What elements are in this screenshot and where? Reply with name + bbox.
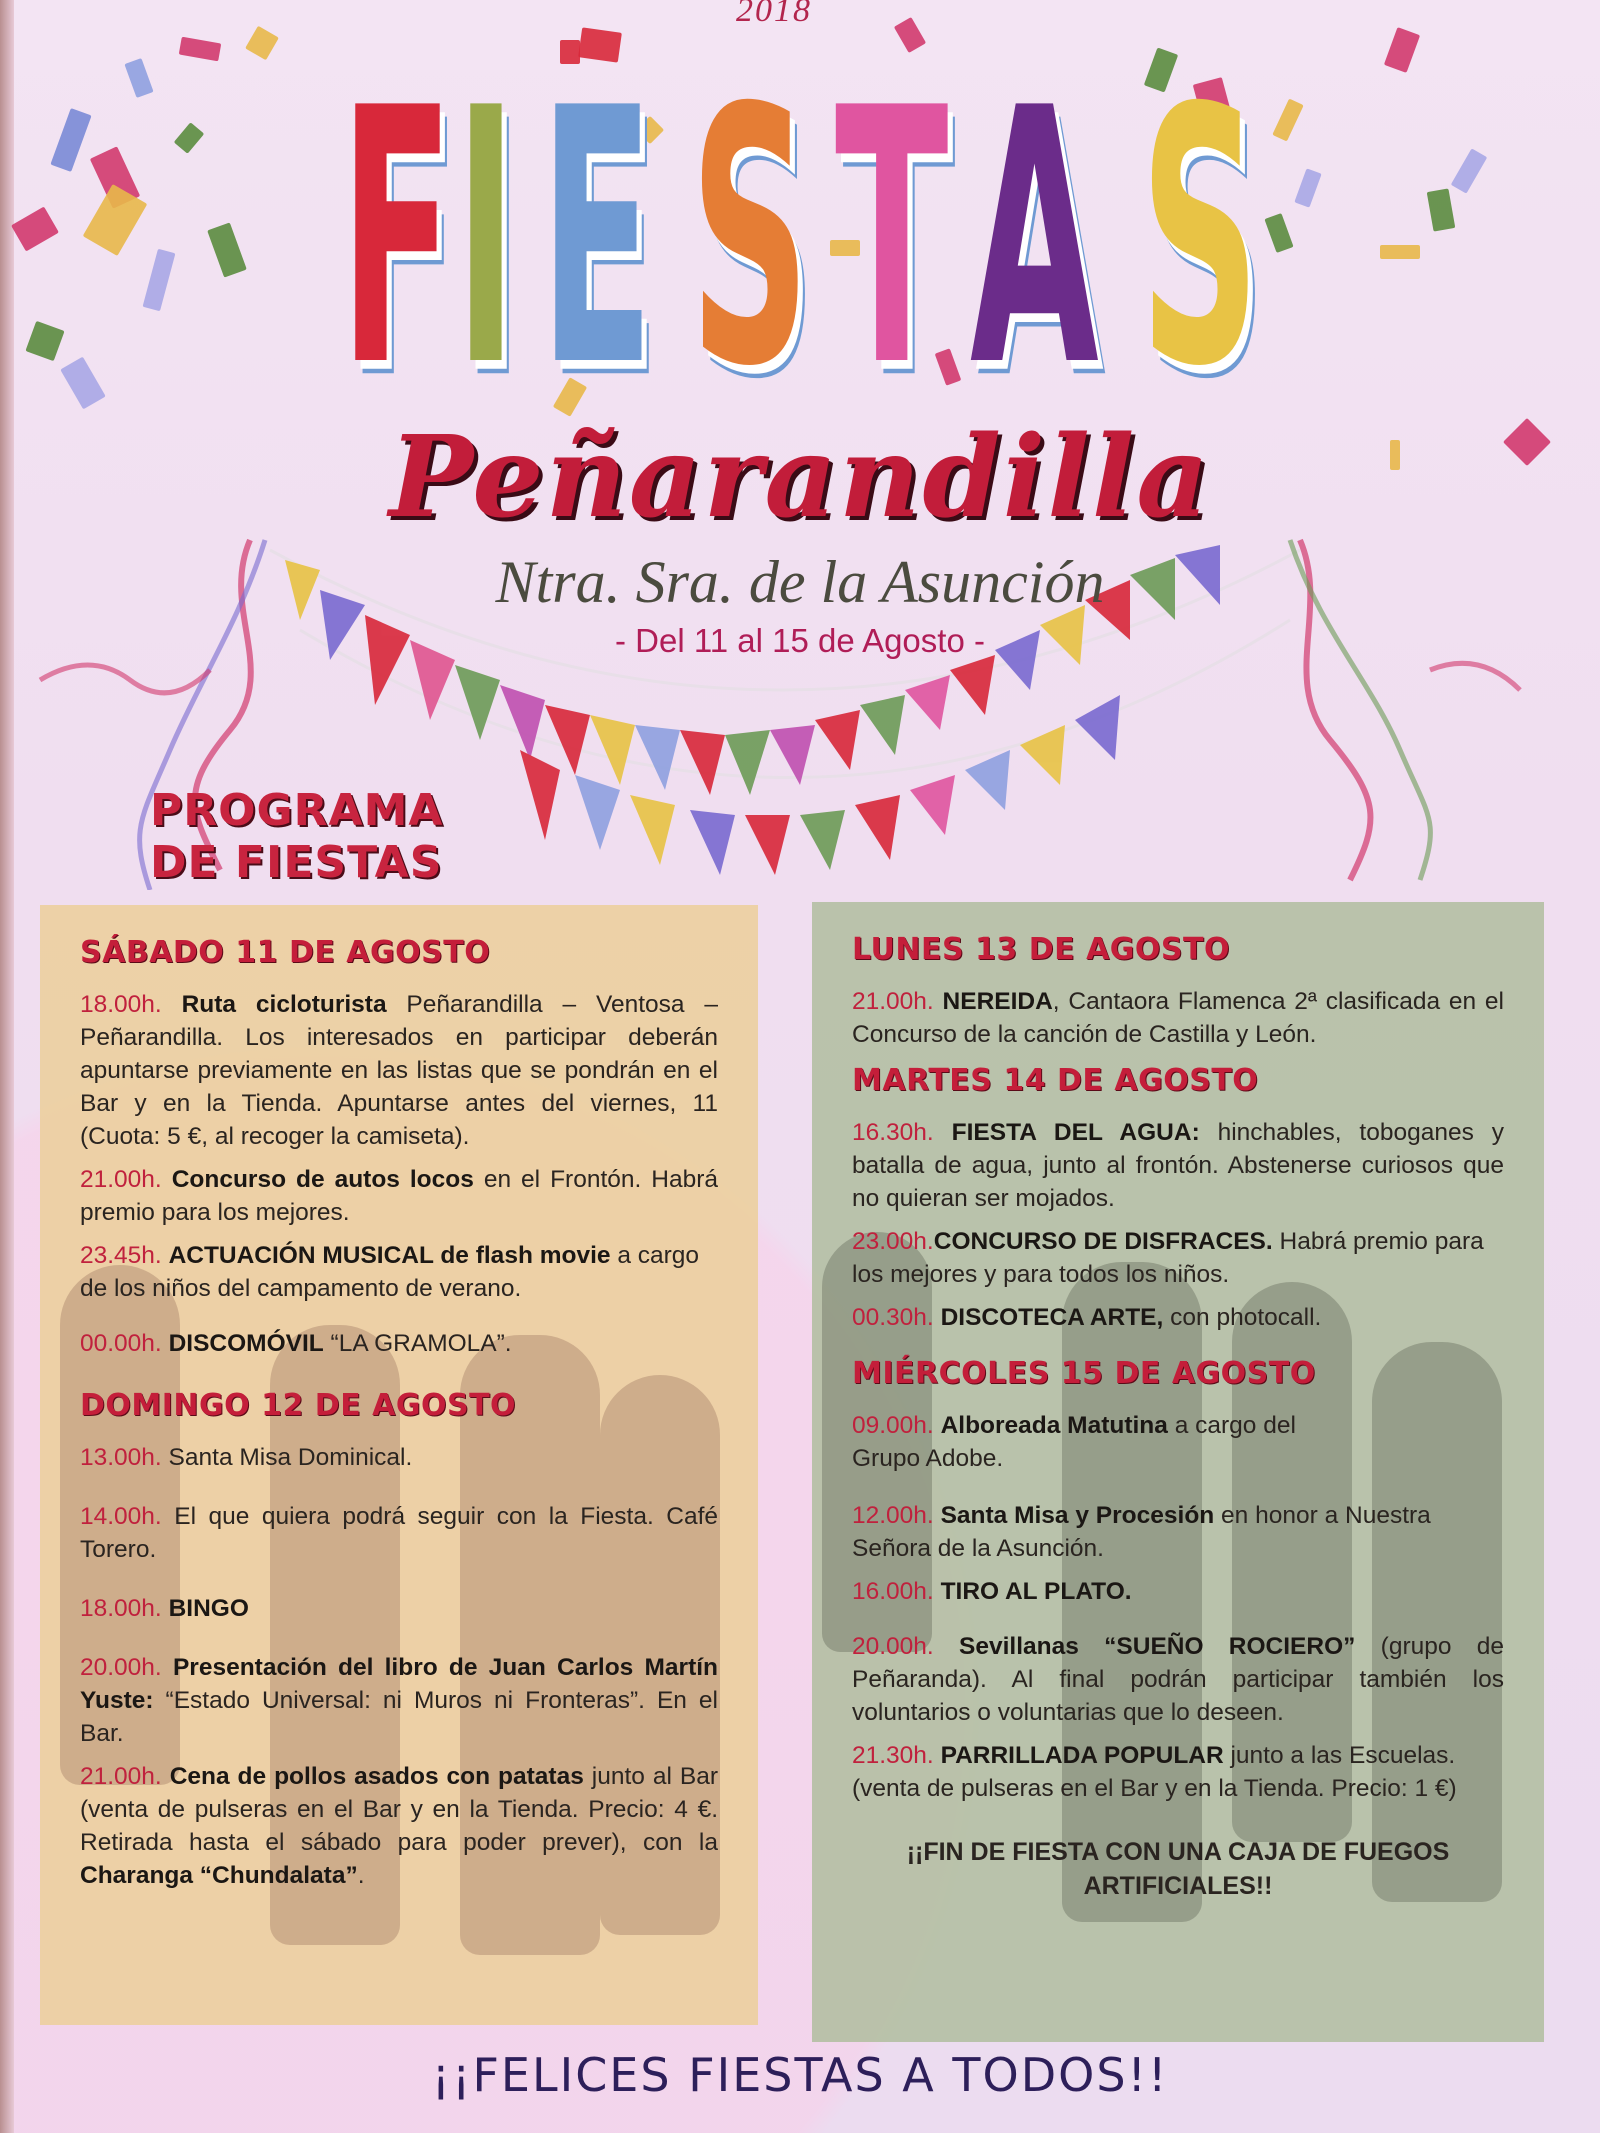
day-block-monday [852, 932, 1504, 1051]
day-title: LUNES 13 DE AGOSTO [852, 932, 1231, 967]
event-description: “Estado Universal: ni Muros ni Fronteras”. En el Bar. [80, 1687, 718, 1747]
event-title: Sevillanas “SUEÑO ROCIERO” [959, 1633, 1356, 1660]
event-time: 14.00h. [80, 1503, 162, 1530]
program-heading-line2: DE FIESTAS [150, 837, 443, 888]
event-description-end: . [357, 1862, 365, 1889]
event-description: (grupo de Peñaranda). Al final podrán participar también los voluntarios o voluntarias que lo deseen. [852, 1633, 1505, 1726]
event-time: 16.00h. [852, 1578, 934, 1605]
schedule-event [80, 988, 718, 1153]
schedule-event [852, 1225, 1504, 1291]
event-description: Habrá premio para los mejores y para todos los niños. [852, 1228, 1484, 1288]
day-title: MARTES 14 DE AGOSTO [852, 1063, 1259, 1098]
event-description: “LA GRAMOLA”. [323, 1330, 512, 1357]
title-letter-s: S [690, 34, 810, 444]
event-title: Cena de pollos asados con patatas [169, 1763, 584, 1790]
schedule-event [852, 1301, 1504, 1334]
event-description: junto a las Escuelas. (venta de pulseras en el Bar y en la Tienda. Precio: 1 €) [852, 1742, 1457, 1802]
schedule-event [852, 1739, 1472, 1805]
event-title: Santa Misa y Procesión [940, 1502, 1215, 1529]
schedule-event [852, 1575, 1504, 1608]
event-time: 23.00h. [852, 1228, 934, 1255]
event-title: Alboreada Matutina [940, 1412, 1168, 1439]
event-description: a cargo del Grupo Adobe. [852, 1412, 1296, 1472]
event-time: 13.00h. [80, 1444, 162, 1471]
event-title: Concurso de autos locos [171, 1166, 474, 1193]
patron-subtitle: Ntra. Sra. de la Asunción [495, 549, 1105, 615]
event-time: 00.00h. [80, 1330, 162, 1357]
event-title: CONCURSO DE DISFRACES. [933, 1228, 1273, 1255]
event-description: , Cantaora Flamenca 2ª clasificada en el Concurso de la canción de Castilla y León. [852, 988, 1504, 1048]
closing-greeting: ¡¡FELICES FIESTAS A TODOS!! [431, 2048, 1169, 2102]
event-title: PARRILLADA POPULAR [940, 1742, 1224, 1769]
title-letter-f: F [340, 34, 454, 444]
schedule-event [80, 1239, 718, 1305]
schedule-event [80, 1327, 718, 1360]
schedule-event [852, 985, 1504, 1051]
event-time: 21.30h. [852, 1742, 934, 1769]
event-time: 18.00h. [80, 1595, 162, 1622]
title-letter-i: I [455, 34, 517, 444]
event-time: 18.00h. [80, 991, 162, 1018]
event-time: 21.00h. [80, 1763, 162, 1790]
event-title: TIRO AL PLATO. [940, 1578, 1132, 1605]
event-title: DISCOTECA ARTE, [940, 1304, 1164, 1331]
event-time: 23.45h. [80, 1242, 162, 1269]
title-letter-t: T [835, 34, 949, 444]
day-title: SÁBADO 11 DE AGOSTO [80, 935, 491, 970]
event-title: BINGO [168, 1595, 249, 1622]
schedule-event [852, 1116, 1504, 1215]
event-description: El que quiera podrá seguir con la Fiesta. Café Torero. [80, 1503, 718, 1563]
title-letter-s2: S [1140, 34, 1260, 444]
event-time: 00.30h. [852, 1304, 934, 1331]
finale-announcement: ¡¡FIN DE FIESTA CON UNA CAJA DE FUEGOS ARTIFICIALES!! [906, 1838, 1450, 1900]
right-schedule-panel [812, 902, 1544, 2042]
day-title: DOMINGO 12 DE AGOSTO [80, 1388, 517, 1423]
event-description: hinchables, toboganes y batalla de agua, junto al frontón. Abstenerse curiosos que no quieran ser mojados. [852, 1119, 1505, 1212]
event-time: 12.00h. [852, 1502, 934, 1529]
year-label: 2018 [736, 0, 812, 29]
day-block-saturday [80, 935, 718, 1360]
event-description: a cargo de los niños del campamento de verano. [80, 1242, 700, 1302]
schedule-event [80, 1760, 718, 1892]
left-schedule-panel [40, 905, 758, 2025]
event-description: junto al Bar (venta de pulseras en el Bar y en la Tienda. Precio: 4 €. Retirada hasta el sábado para poder prever), con la [80, 1763, 718, 1856]
event-title: Ruta cicloturista [181, 991, 387, 1018]
event-title-secondary: Charanga “Chundalata” [80, 1862, 358, 1889]
town-name: Peñarandilla [389, 412, 1211, 543]
event-time: 20.00h. [80, 1654, 162, 1681]
schedule-event [852, 1409, 1332, 1475]
event-description: en el Frontón. Habrá premio para los mejores. [80, 1166, 719, 1226]
event-description: Santa Misa Dominical. [161, 1444, 413, 1471]
event-time: 16.30h. [852, 1119, 934, 1146]
event-description: Peñarandilla – Ventosa – Peñarandilla. Los interesados en participar deberán apuntarse previamente en las listas que se pondrán en el Bar y en la Tienda. Apuntarse antes del viernes, 11 (Cuota: 5 €, al recoger la camiseta). [80, 991, 718, 1150]
schedule-event [80, 1651, 718, 1750]
event-title: Presentación del libro de Juan Carlos Martín Yuste: [80, 1654, 718, 1714]
program-heading-line1: PROGRAMA [150, 785, 444, 836]
schedule-event [80, 1500, 718, 1566]
event-time: 20.00h. [852, 1633, 934, 1660]
title-letter-e: E [540, 34, 654, 444]
program-heading [150, 785, 443, 889]
event-title: ACTUACIÓN MUSICAL de flash movie [168, 1242, 611, 1269]
schedule-event [852, 1630, 1504, 1729]
event-time: 21.00h. [852, 988, 934, 1015]
poster-edge [0, 0, 14, 2133]
day-title: MIÉRCOLES 15 DE AGOSTO [852, 1356, 1316, 1391]
event-time: 21.00h. [80, 1166, 162, 1193]
schedule-event [80, 1163, 718, 1229]
schedule-event [80, 1441, 718, 1474]
fiestas-title [340, 34, 1300, 444]
festival-dates: - Del 11 al 15 de Agosto - [615, 622, 985, 659]
title-letter-a: A [970, 34, 1099, 444]
schedule-event [852, 1499, 1452, 1565]
event-title: NEREIDA [942, 988, 1053, 1015]
event-description: con photocall. [1163, 1304, 1322, 1331]
event-time: 09.00h. [852, 1412, 934, 1439]
event-description: en honor a Nuestra Señora de la Asunción. [852, 1502, 1431, 1562]
event-title: DISCOMÓVIL [168, 1330, 324, 1357]
event-title: FIESTA DEL AGUA: [951, 1119, 1200, 1146]
schedule-event [80, 1592, 718, 1625]
